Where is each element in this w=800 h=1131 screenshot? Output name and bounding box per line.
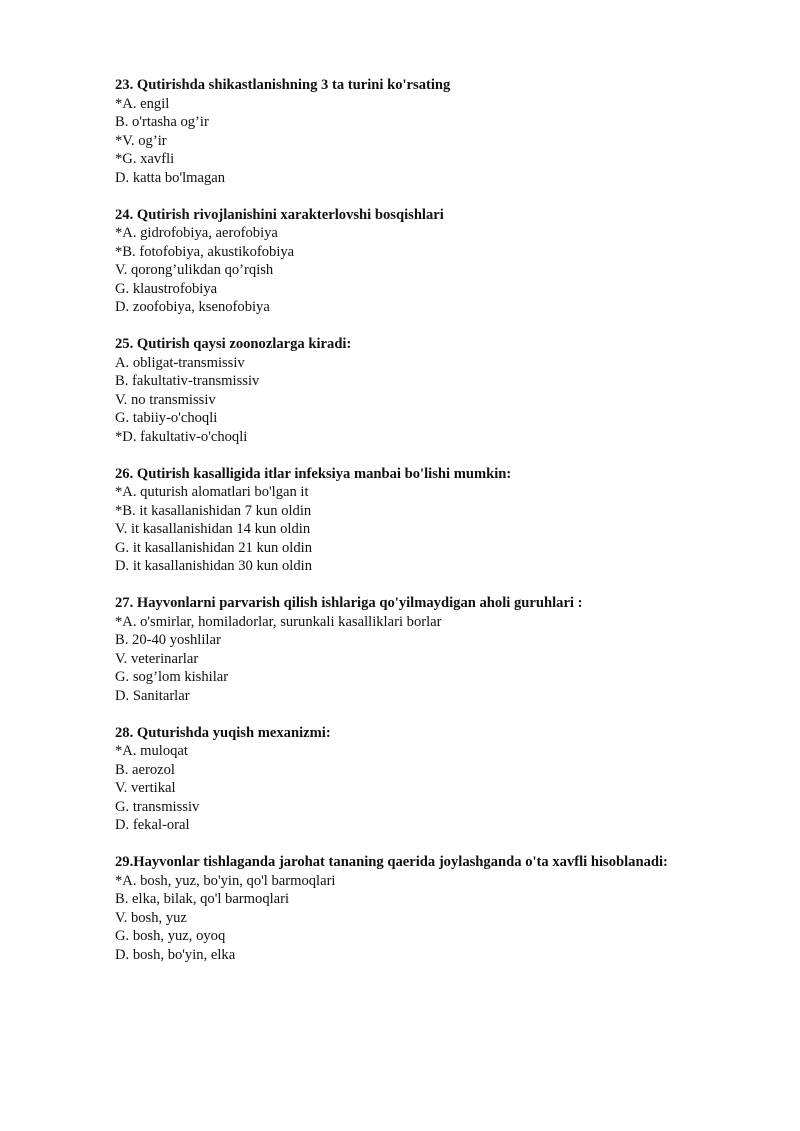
answer-option: D. bosh, bo'yin, elka: [115, 946, 236, 963]
question-title: 23. Qutirishda shikastlanishning 3 ta turini ko'rsating: [115, 77, 451, 93]
answer-option: G. tabiiy-o'choqli: [115, 410, 218, 426]
answer-option: V. vertikal: [115, 780, 176, 796]
answer-option: B. aerozol: [115, 761, 175, 778]
answer-option: *A. gidrofobiya, aerofobiya: [115, 225, 278, 241]
answer-option: V. no transmissiv: [115, 391, 216, 408]
answer-option: D. zoofobiya, ksenofobiya: [115, 299, 270, 315]
question-title: 24. Qutirish rivojlanishini xarakterlovshi bosqishlari: [115, 206, 444, 223]
answer-option: D. it kasallanishidan 30 kun oldin: [115, 558, 312, 574]
answer-option: V. qorong’ulikdan qo’rqish: [115, 262, 274, 278]
question-29: [115, 853, 775, 964]
answer-option: *D. fakultativ-o'choqli: [115, 428, 248, 445]
answer-option: V. it kasallanishidan 14 kun oldin: [115, 521, 311, 537]
answer-option: *B. it kasallanishidan 7 kun oldin: [115, 502, 312, 519]
question-23: [115, 76, 775, 187]
question-27: [115, 594, 775, 705]
answer-option: B. o'rtasha og’ir: [115, 114, 209, 130]
answer-option: G. sog’lom kishilar: [115, 669, 229, 685]
answer-option: *A. muloqat: [115, 743, 188, 759]
answer-option: *A. bosh, yuz, bo'yin, qo'l barmoqlari: [115, 872, 336, 889]
answer-option: B. 20-40 yoshlilar: [115, 632, 221, 648]
question-title: 28. Quturishda yuqish mexanizmi:: [115, 724, 331, 741]
answer-option: V. veterinarlar: [115, 650, 199, 667]
question-title: 27. Hayvonlarni parvarish qilish ishlariga qo'yilmaydigan aholi guruhlari :: [115, 595, 583, 611]
answer-option: D. fekal-oral: [115, 817, 190, 833]
answer-option: B. elka, bilak, qo'l barmoqlari: [115, 891, 290, 907]
answer-option: G. bosh, yuz, oyoq: [115, 928, 226, 944]
answer-option: D. katta bo'lmagan: [115, 169, 226, 186]
question-title: 26. Qutirish kasalligida itlar infeksiya manbai bo'lishi mumkin:: [115, 465, 512, 482]
answer-option: G. it kasallanishidan 21 kun oldin: [115, 539, 312, 556]
answer-option: *A. quturish alomatlari bo'lgan it: [115, 484, 309, 500]
question-25: [115, 335, 775, 446]
question-title: 29.Hayvonlar tishlaganda jarohat tananing qaerida joylashganda o'ta xavfli hisoblanadi:: [115, 854, 668, 870]
answer-option: *V. og’ir: [115, 132, 167, 149]
question-28: [115, 724, 775, 835]
answer-option: G. transmissiv: [115, 798, 200, 815]
answer-option: G. klaustrofobiya: [115, 280, 218, 297]
question-24: [115, 206, 775, 317]
document-page: [115, 76, 775, 983]
question-title: 25. Qutirish qaysi zoonozlarga kiradi:: [115, 336, 352, 352]
answer-option: *B. fotofobiya, akustikofobiya: [115, 243, 295, 260]
question-26: [115, 465, 775, 576]
answer-option: *A. o'smirlar, homiladorlar, surunkali kasalliklari borlar: [115, 613, 442, 630]
answer-option: A. obligat-transmissiv: [115, 354, 245, 371]
answer-option: D. Sanitarlar: [115, 687, 190, 704]
answer-option: B. fakultativ-transmissiv: [115, 373, 260, 389]
answer-option: *A. engil: [115, 95, 170, 112]
answer-option: V. bosh, yuz: [115, 909, 187, 926]
answer-option: *G. xavfli: [115, 151, 175, 167]
